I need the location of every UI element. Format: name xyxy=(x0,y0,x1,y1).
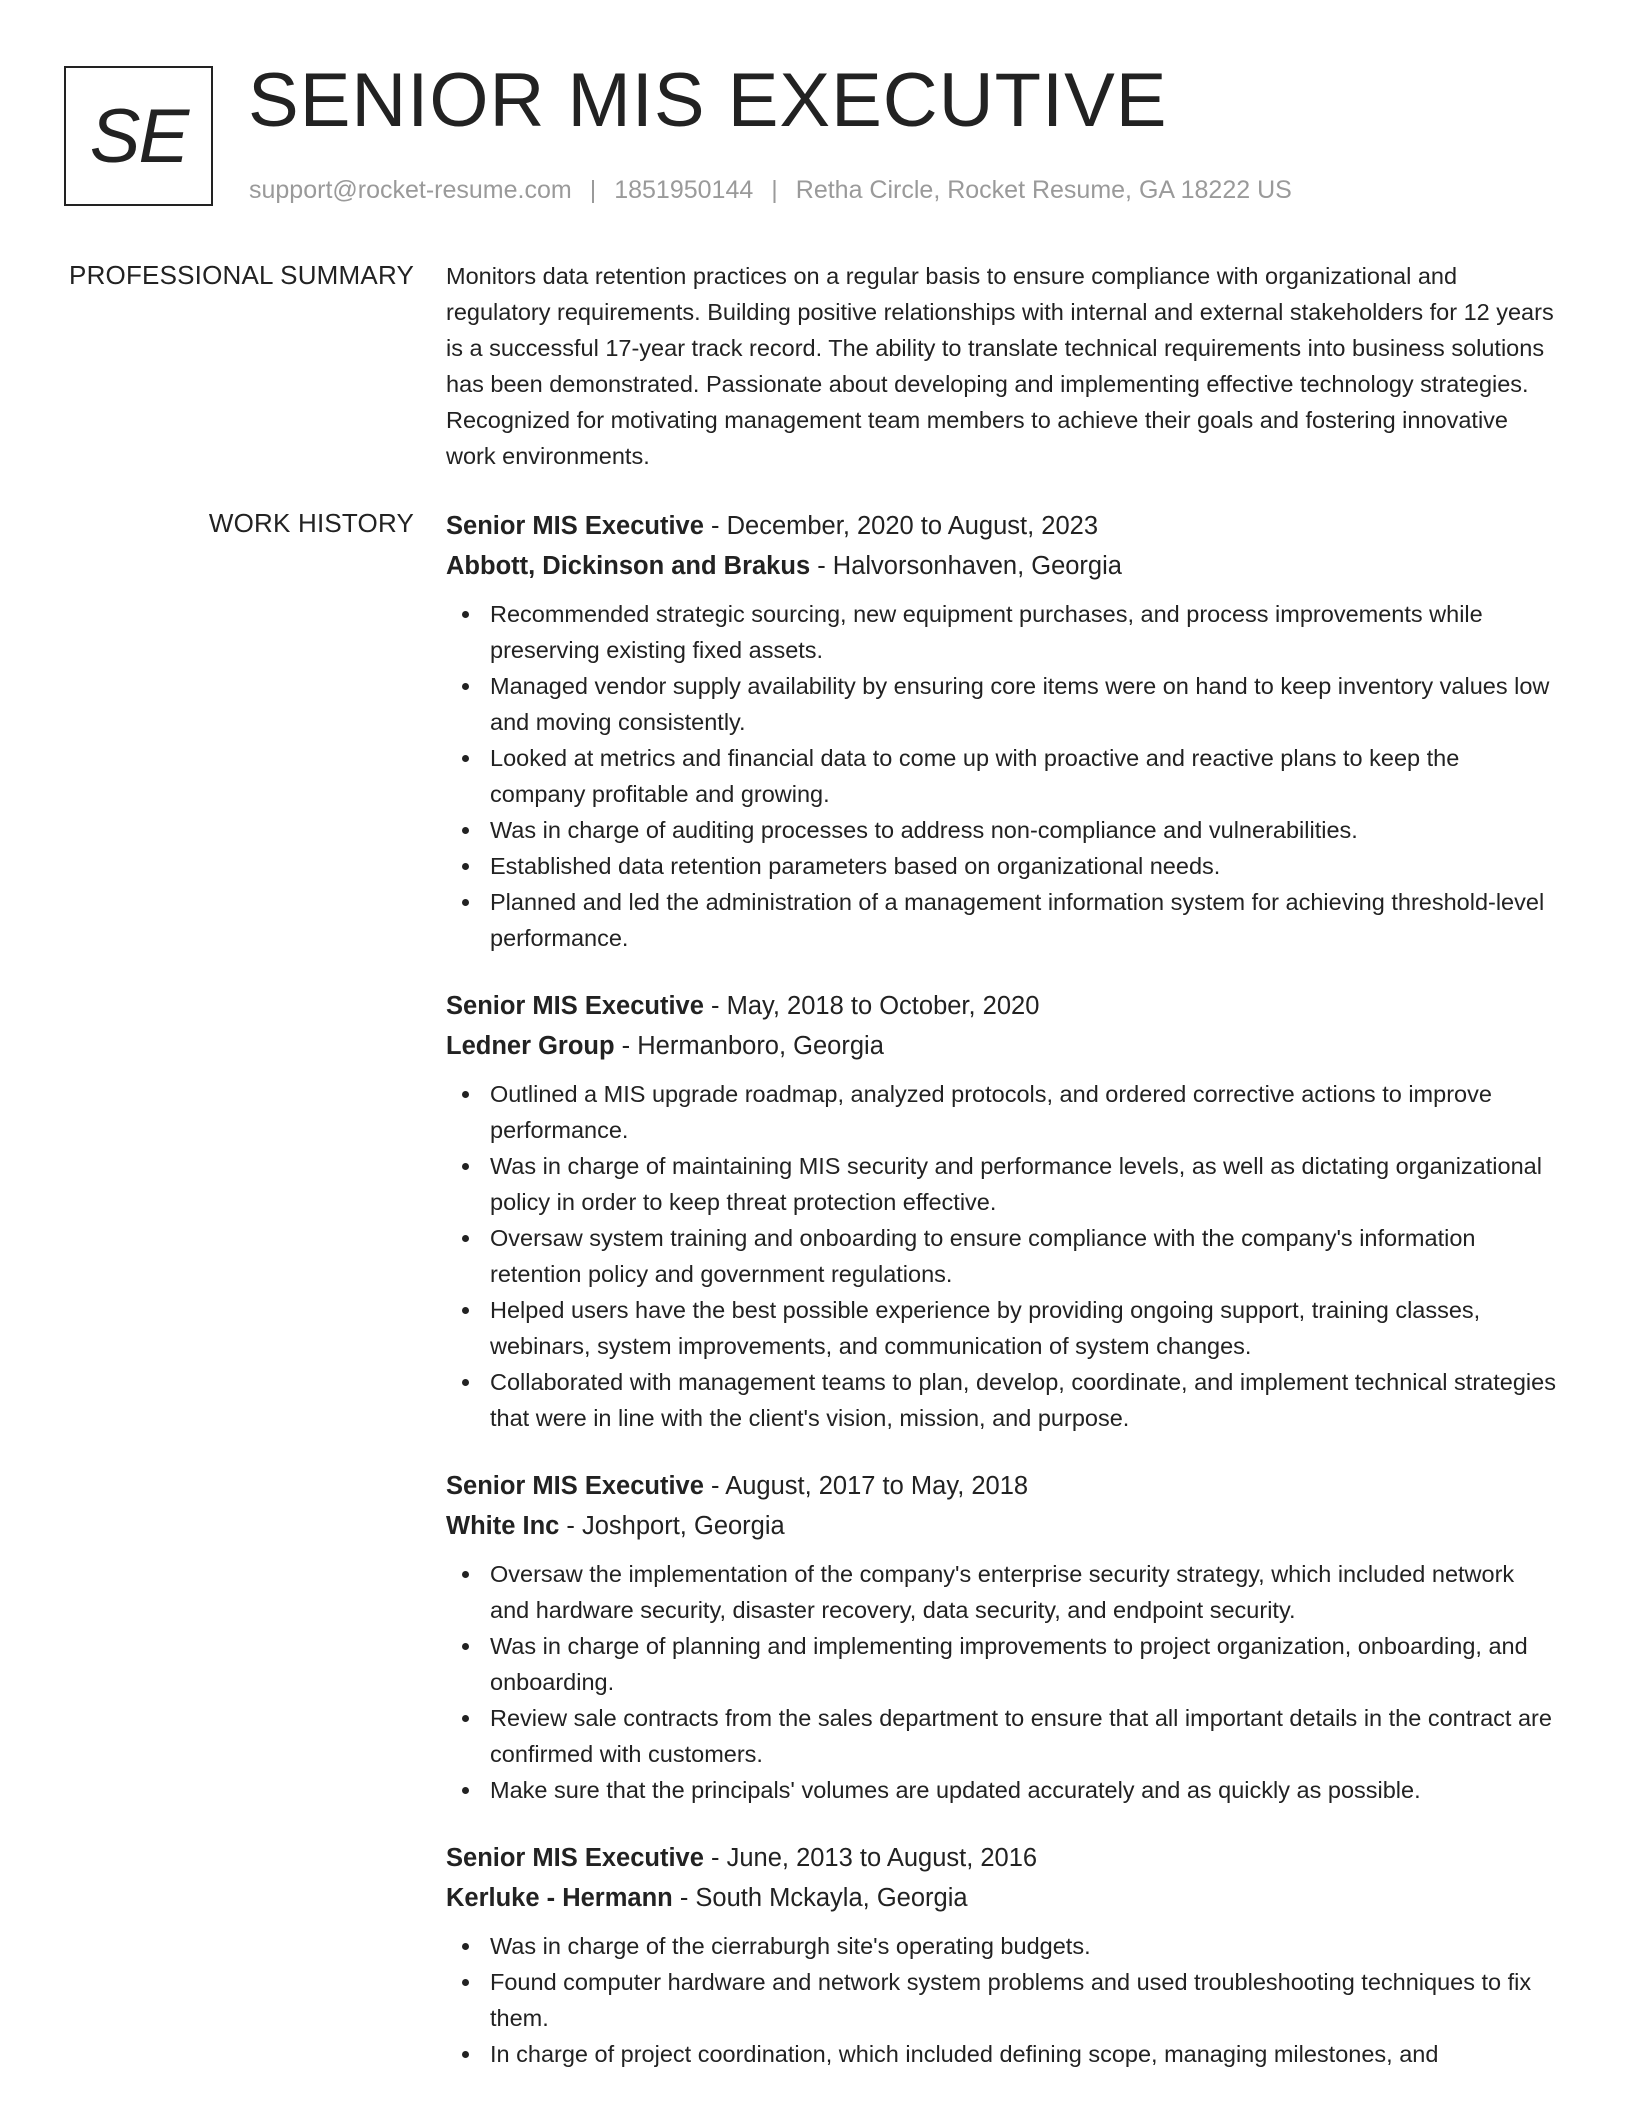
job-title-line xyxy=(446,986,1558,1026)
contact-separator: | xyxy=(771,176,778,204)
job-bullet xyxy=(446,812,1558,848)
job-bullet-list xyxy=(446,1076,1558,1436)
job-title-line xyxy=(446,1838,1558,1878)
bullet-dot-icon xyxy=(462,683,469,690)
job-entry xyxy=(446,1838,1558,2072)
job-bullet-text: In charge of project coordination, which included defining scope, managing milestones, and xyxy=(490,2041,1439,2067)
job-title: Senior MIS Executive xyxy=(446,1844,704,1872)
job-bullet xyxy=(446,2036,1558,2072)
job-bullet xyxy=(446,668,1558,740)
job-company: Ledner Group xyxy=(446,1032,615,1060)
job-bullet-list xyxy=(446,596,1558,956)
summary-heading: PROFESSIONAL SUMMARY xyxy=(69,260,414,290)
job-bullet xyxy=(446,1148,1558,1220)
job-dates: - May, 2018 to October, 2020 xyxy=(703,992,1040,1020)
summary-text: Monitors data retention practices on a regular basis to ensure compliance with organizational and regulatory requirements. Building positive relationships with internal and external stakeholders for 12 years is a successful 17-year track record. The ability to translate technical requirements into business solutions has been demonstrated. Passionate about developing and implementing effective technology strategies. Recognized for motivating management team members to achieve their goals and fostering innovative work environments. xyxy=(446,263,1554,469)
job-bullet xyxy=(446,1772,1558,1808)
job-bullet xyxy=(446,1364,1558,1436)
job-title: Senior MIS Executive xyxy=(446,512,704,540)
bullet-dot-icon xyxy=(462,1943,469,1950)
bullet-dot-icon xyxy=(462,1571,469,1578)
job-bullet-text: Established data retention parameters based on organizational needs. xyxy=(490,853,1221,879)
bullet-dot-icon xyxy=(462,1163,469,1170)
job-bullet xyxy=(446,884,1558,956)
monogram-badge: SE xyxy=(64,66,213,206)
job-company: Abbott, Dickinson and Brakus xyxy=(446,552,811,580)
job-dates: - December, 2020 to August, 2023 xyxy=(703,512,1099,540)
job-bullet xyxy=(446,1928,1558,1964)
job-bullet xyxy=(446,1076,1558,1148)
job-bullet xyxy=(446,1220,1558,1292)
job-company-line xyxy=(446,1878,1558,1918)
job-bullet-list xyxy=(446,1556,1558,1808)
bullet-dot-icon xyxy=(462,863,469,870)
work-history-heading: WORK HISTORY xyxy=(208,508,414,538)
job-bullet xyxy=(446,1556,1558,1628)
job-bullet-text: Helped users have the best possible experience by providing ongoing support, training classes, webinars, system improvements, and communication of system changes. xyxy=(490,1297,1481,1359)
bullet-dot-icon xyxy=(462,827,469,834)
job-bullet-text: Make sure that the principals' volumes are updated accurately and as quickly as possible. xyxy=(490,1777,1421,1803)
bullet-dot-icon xyxy=(462,755,469,762)
job-bullet xyxy=(446,596,1558,668)
job-entry xyxy=(446,1466,1558,1808)
job-bullet xyxy=(446,1964,1558,2036)
job-company-line xyxy=(446,1506,1558,1546)
job-location: - Joshport, Georgia xyxy=(559,1512,785,1540)
job-bullet-text: Outlined a MIS upgrade roadmap, analyzed protocols, and ordered corrective actions to improve performance. xyxy=(490,1081,1492,1143)
summary-body xyxy=(446,258,1558,474)
job-bullet xyxy=(446,740,1558,812)
job-bullet-text: Oversaw system training and onboarding to ensure compliance with the company's information retention policy and government regulations. xyxy=(490,1225,1476,1287)
bullet-dot-icon xyxy=(462,1715,469,1722)
job-bullet-text: Planned and led the administration of a management information system for achieving threshold-level performance. xyxy=(490,889,1545,951)
job-bullet xyxy=(446,848,1558,884)
bullet-dot-icon xyxy=(462,1787,469,1794)
contact-phone: 1851950144 xyxy=(614,176,754,204)
job-title-line xyxy=(446,1466,1558,1506)
contact-address: Retha Circle, Rocket Resume, GA 18222 US xyxy=(795,176,1292,204)
job-company: White Inc xyxy=(446,1512,560,1540)
job-bullet-list xyxy=(446,1928,1558,2072)
bullet-dot-icon xyxy=(462,1379,469,1386)
job-company-line xyxy=(446,1026,1558,1066)
job-bullet-text: Review sale contracts from the sales department to ensure that all important details in the contract are confirmed with customers. xyxy=(490,1705,1552,1767)
bullet-dot-icon xyxy=(462,1979,469,1986)
job-location: - South Mckayla, Georgia xyxy=(672,1884,968,1912)
job-dates: - August, 2017 to May, 2018 xyxy=(703,1472,1029,1500)
job-bullet-text: Collaborated with management teams to plan, develop, coordinate, and implement technical strategies that were in line with the client's vision, mission, and purpose. xyxy=(490,1369,1556,1431)
bullet-dot-icon xyxy=(462,1307,469,1314)
job-entry xyxy=(446,506,1558,956)
job-bullet-text: Looked at metrics and financial data to come up with proactive and reactive plans to keep the company profitable and growing. xyxy=(490,745,1460,807)
job-bullet xyxy=(446,1292,1558,1364)
bullet-dot-icon xyxy=(462,611,469,618)
job-company-line xyxy=(446,546,1558,586)
job-title: Senior MIS Executive xyxy=(446,992,704,1020)
job-bullet xyxy=(446,1700,1558,1772)
resume-header xyxy=(0,0,1632,230)
job-bullet-text: Was in charge of auditing processes to address non-compliance and vulnerabilities. xyxy=(490,817,1358,843)
job-bullet-text: Was in charge of planning and implementing improvements to project organization, onboarding, and onboarding. xyxy=(490,1633,1528,1695)
job-bullet-text: Was in charge of maintaining MIS security and performance levels, as well as dictating organizational policy in order to keep threat protection effective. xyxy=(490,1153,1542,1215)
job-bullet-text: Oversaw the implementation of the company's enterprise security strategy, which included network and hardware security, disaster recovery, data security, and endpoint security. xyxy=(490,1561,1515,1623)
job-bullet-text: Was in charge of the cierraburgh site's operating budgets. xyxy=(490,1933,1091,1959)
job-location: - Hermanboro, Georgia xyxy=(614,1032,884,1060)
bullet-dot-icon xyxy=(462,2051,469,2058)
contact-line xyxy=(249,174,1292,206)
job-location: - Halvorsonhaven, Georgia xyxy=(810,552,1122,580)
job-bullet-text: Recommended strategic sourcing, new equipment purchases, and process improvements while preserving existing fixed assets. xyxy=(490,601,1483,663)
job-entry xyxy=(446,986,1558,1436)
contact-email: support@rocket-resume.com xyxy=(249,176,572,204)
resume-title: SENIOR MIS EXECUTIVE xyxy=(248,58,1168,143)
job-bullet-text: Managed vendor supply availability by ensuring core items were on hand to keep inventory values low and moving consistently. xyxy=(490,673,1550,735)
job-bullet-text: Found computer hardware and network system problems and used troubleshooting techniques to fix them. xyxy=(490,1969,1532,2031)
contact-separator: | xyxy=(589,176,597,204)
bullet-dot-icon xyxy=(462,1643,469,1650)
job-dates: - June, 2013 to August, 2016 xyxy=(703,1844,1038,1872)
bullet-dot-icon xyxy=(462,899,469,906)
bullet-dot-icon xyxy=(462,1235,469,1242)
job-bullet xyxy=(446,1628,1558,1700)
job-title-line xyxy=(446,506,1558,546)
job-title: Senior MIS Executive xyxy=(446,1472,704,1500)
bullet-dot-icon xyxy=(462,1091,469,1098)
work-history-body xyxy=(446,506,1558,2102)
job-company: Kerluke - Hermann xyxy=(446,1884,673,1912)
